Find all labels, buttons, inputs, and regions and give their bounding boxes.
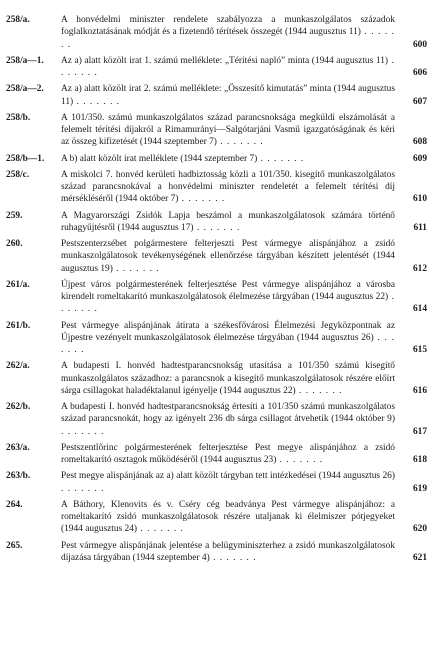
entry-description [61, 499, 427, 536]
entry-text: Pestszentlőrinc polgármesterének felterjesztése Pest megye alispánjához a zsidó romeltakarító osztagok működéséről (1944 augusztus 23) [61, 442, 395, 465]
leader-dots: . . . . . . . [193, 222, 241, 233]
entry-page-number: 614 [412, 304, 427, 315]
leader-dots: . . . . . . . [112, 263, 160, 274]
entry-page-number: 618 [412, 455, 427, 465]
entry-number: 258/b—1. [6, 153, 45, 164]
contents-entry [6, 320, 427, 357]
entry-text: Az a) alatt közölt irat 2. számú melléklete: „Összesítő kimutatás” minta (1944 augusztus 11) [61, 84, 395, 107]
entry-text: A budapesti I. honvéd hadtestparancsnokság utasítása a 101/350 számú kisegítő munkaszolgálatos századhoz: a parancsnok a kisegítő munkaszolgálatosok részére előírt sárga csillagokat haladéktalanul igényelje (1944 augusztus 22) [61, 361, 395, 396]
contents-entry [6, 14, 427, 51]
contents-entry [6, 540, 427, 565]
entry-text: Pestszenterzsébet polgármestere felterjeszti Pest vármegye alispánjához a zsidó munkaszolgálatosok tevékenységének ellenőrzése tárgyában készített jelentését (1944 augusztus 19) [61, 239, 395, 274]
contents-entry [6, 442, 427, 467]
leader-dots: . . . . . . . [61, 292, 396, 315]
entry-description [61, 153, 427, 165]
leader-dots: . . . . . . . [73, 96, 120, 107]
entry-page-number: 600 [412, 39, 427, 50]
entry-text: Pest vármegye alispánjának átirata a székesfővárosi Élelmezési Jegyközpontnak az Újpestre vezényelt munkaszolgálatosok élelmezése tárgyában (1944 augusztus 26) [61, 320, 395, 343]
entry-page-number: 615 [412, 345, 427, 355]
entry-page-number: 608 [412, 137, 427, 148]
leader-dots: . . . . . . . [61, 55, 395, 78]
leader-dots: . . . . . . . [295, 385, 343, 396]
contents-entry [6, 55, 427, 80]
entry-page-number: 619 [412, 483, 427, 494]
entry-number: 265. [6, 540, 23, 551]
entry-number: 262/a. [6, 361, 30, 372]
entry-page-number: 609 [412, 153, 427, 164]
contents-entry [6, 169, 427, 206]
entry-description [61, 210, 427, 235]
entry-text: Az a) alatt közölt irat 1. számú melléklete: „Térítési napló” minta (1944 augusztus 11) [61, 55, 389, 66]
leader-dots: . . . . . . . [209, 552, 257, 563]
entry-page-number: 621 [412, 552, 427, 563]
entry-number: 259. [6, 210, 23, 221]
entry-number: 263/a. [6, 442, 30, 453]
entry-number: 258/c. [6, 169, 30, 180]
contents-entry [6, 83, 427, 108]
leader-dots: . . . . . . . [137, 524, 184, 535]
entry-page-number: 610 [412, 194, 427, 205]
entry-number: 261/a. [6, 279, 30, 290]
leader-dots: . . . . . . . [178, 194, 226, 205]
contents-entry [6, 279, 427, 316]
contents-entry [6, 499, 427, 536]
entry-page-number: 617 [412, 426, 427, 437]
entry-description [61, 238, 427, 275]
leader-dots: . . . . . . . [61, 27, 395, 50]
entry-text: Újpest város polgármesterének felterjesztése Pest vármegye alispánjához a városba kirendelt romeltakarító munkaszolgálatosok élelmezése tárgyában (1944 augusztus 22) [61, 279, 395, 302]
entry-text: A 101/350. számú munkaszolgálatos század parancsnoksága megküldi elszámolását a felemelt térítési díjakról a Rimamurányi—Salgótarjáni Vasmű igazgatóságának és kéri az összeg kifizetését (1944 szeptember 7) [61, 112, 395, 148]
leader-dots: . . . . . . . [216, 137, 264, 148]
leader-dots: . . . . . . . [276, 455, 324, 465]
entry-page-number: 616 [412, 385, 427, 396]
entry-description [61, 401, 427, 438]
leader-dots: . . . . . . . [257, 153, 305, 164]
entry-text: A b) alatt közölt irat melléklete (1944 szeptember 7) [61, 153, 258, 164]
leader-dots: . . . . . . . [61, 483, 105, 494]
entry-text: A miskolci 7. honvéd kerületi hadbiztosság közli a 101/350. kisegítő munkaszolgálatos század parancsnokával a honvédelmi miniszter rendeletét a felemelt térítési díj mérsékléséről (1944 október 7) [61, 169, 395, 205]
entry-description [61, 360, 427, 397]
entry-page-number: 612 [412, 263, 427, 274]
leader-dots: . . . . . . . [61, 332, 395, 355]
entry-number: 258/a. [6, 15, 30, 25]
entry-number: 258/a—2. [6, 84, 44, 95]
contents-entry [6, 112, 427, 149]
entry-description [61, 470, 427, 495]
entry-number: 264. [6, 499, 23, 510]
entry-number: 258/b. [6, 112, 31, 123]
entry-text: Pest megye alispánjának az a) alatt közölt tárgyban tett intézkedései (1944 augusztus 26) [61, 471, 395, 482]
entry-text: A Magyarországi Zsidók Lapja beszámol a munkaszolgálatosok számára történő ruhagyűjtésről (1944 augusztus 17) [61, 210, 395, 233]
entry-description [61, 169, 427, 206]
entry-page-number: 620 [412, 524, 427, 535]
entry-page-number: 607 [412, 96, 427, 107]
entry-number: 260. [6, 239, 23, 249]
contents-entry [6, 360, 427, 397]
entry-page-number: 606 [412, 68, 427, 78]
contents-entry [6, 238, 427, 275]
entry-description [61, 540, 427, 565]
entry-description [61, 14, 427, 51]
entry-description [61, 112, 427, 149]
entry-number: 261/b. [6, 320, 31, 331]
leader-dots: . . . . . . . [61, 426, 105, 437]
entry-text: A honvédelmi miniszter rendelete szabályozza a munkaszolgálatos századok foglalkoztatásának módját és a fizetendő térítések összegét (1944 augusztus 11) [61, 15, 395, 38]
entry-description [61, 442, 427, 467]
contents-entry [6, 210, 427, 235]
entry-text: Pest vármegye alispánjának jelentése a belügyminiszterhez a zsidó munkaszolgálatosok díjazása tárgyában (1944 szeptember 4) [61, 540, 395, 563]
entry-text: A budapesti I. honvéd hadtestparancsnokság értesíti a 101/350 számú munkaszolgálatos század parancsnokát, hogy az igényelt 236 db sárga csillagot átvehetik (1944 október 9) [61, 402, 395, 425]
entry-page-number: 611 [413, 222, 427, 233]
entry-number: 263/b. [6, 471, 31, 482]
entry-description [61, 55, 427, 80]
entry-description [61, 279, 427, 316]
entry-text: A Báthory, Klenovits és v. Cséry cég beadványa Pest vármegye alispánjához: a romeltakarító zsidó munkaszolgálatosok részére utaljanak ki élelmiszer pótjegyeket (1944 augusztus 24) [61, 499, 395, 535]
contents-entry [6, 470, 427, 495]
contents-entry [6, 401, 427, 438]
entry-description [61, 83, 427, 108]
entry-description [61, 320, 427, 357]
entry-number: 262/b. [6, 402, 31, 412]
contents-list [6, 14, 427, 564]
entry-number: 258/a—1. [6, 55, 44, 66]
contents-entry [6, 153, 427, 165]
